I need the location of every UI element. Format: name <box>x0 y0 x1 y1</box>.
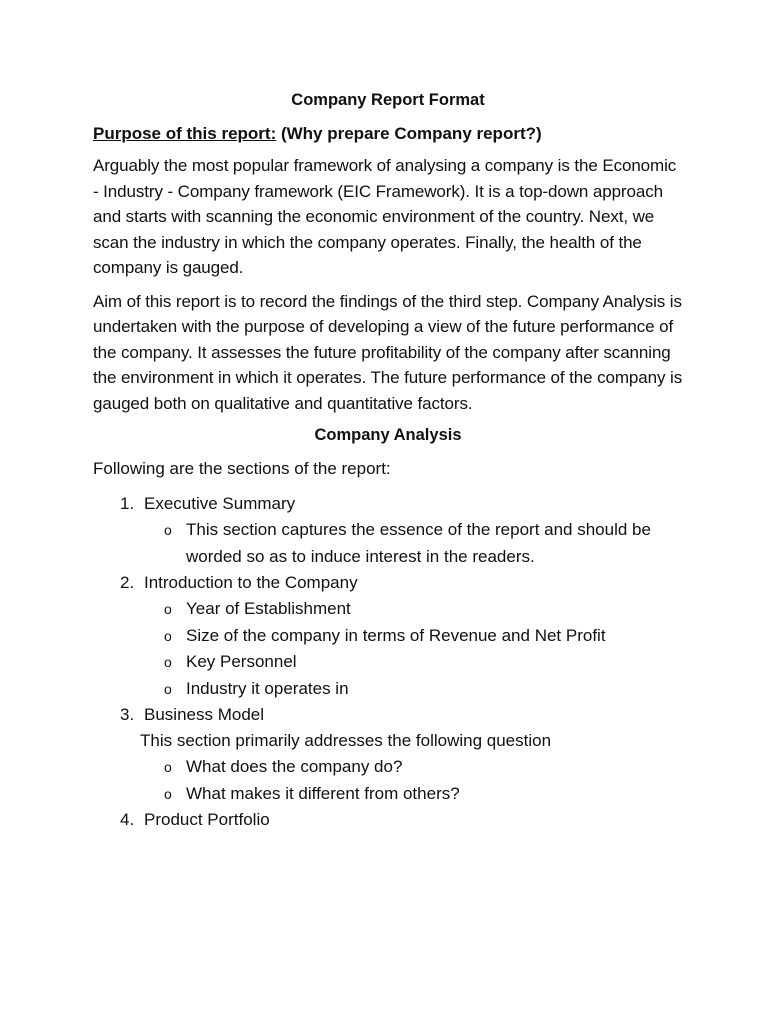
section-title: Product Portfolio <box>144 810 270 829</box>
section-number: 3. <box>120 705 135 724</box>
section-number: 1. <box>120 494 135 513</box>
paragraph-report-aim: Aim of this report is to record the findings of the third step. Company Analysis is undertaken with the purpose of developing a view of the future performance of the company. It assesses the future profitability of the company after scanning the environment in which it operates. The future performance of the company is gauged both on qualitative and quantitative factors. <box>93 291 683 413</box>
purpose-heading-label: Purpose of this report: <box>93 124 277 143</box>
paragraph-eic-framework: Arguably the most popular framework of analysing a company is the Economic - Industry - Company framework (EIC Framework). It is a top-down approach and starts with scanning the economic environment of the country. Next, we scan the industry in which the company operates. Finally, the health of the company is gauged. <box>93 156 677 277</box>
document-title: Company Report Format <box>291 91 485 109</box>
purpose-heading-question: (Why prepare Company report?) <box>276 124 542 143</box>
bullet-text: What does the company do? <box>186 757 403 776</box>
hollow-bullet-icon: o <box>164 522 172 538</box>
sections-intro: Following are the sections of the report: <box>93 459 391 478</box>
bullet-item <box>144 781 683 808</box>
bullet-text: Key Personnel <box>186 652 297 671</box>
section-bullets <box>144 754 683 807</box>
document-page <box>93 89 683 833</box>
sections-list <box>93 491 683 833</box>
bullet-item <box>144 517 683 570</box>
bullet-item <box>144 596 683 623</box>
section-note: This section primarily addresses the following question <box>140 731 552 750</box>
section-item-introduction <box>93 570 683 702</box>
section-title: Business Model <box>144 705 265 724</box>
hollow-bullet-icon: o <box>164 627 172 644</box>
bullet-item <box>144 649 683 676</box>
section-bullets <box>144 596 683 702</box>
section-number: 4. <box>120 810 135 829</box>
bullet-item <box>144 676 683 703</box>
section-title: Executive Summary <box>144 494 296 513</box>
section-item-business-model <box>93 702 683 807</box>
section-bullets <box>144 517 683 570</box>
section-item-product-portfolio <box>93 807 683 833</box>
section-number: 2. <box>120 573 135 592</box>
hollow-bullet-icon: o <box>164 785 172 802</box>
bullet-text: Size of the company in terms of Revenue and Net Profit <box>186 625 606 645</box>
bullet-item <box>144 754 683 781</box>
hollow-bullet-icon: o <box>164 601 172 617</box>
purpose-heading <box>93 123 683 145</box>
bullet-text: What makes it different from others? <box>186 783 460 803</box>
section-heading-company-analysis: Company Analysis <box>314 426 462 444</box>
section-title: Introduction to the Company <box>144 573 358 592</box>
hollow-bullet-icon: o <box>164 680 172 697</box>
hollow-bullet-icon: o <box>164 654 172 670</box>
bullet-item <box>144 623 683 650</box>
section-item-executive-summary <box>93 491 683 570</box>
bullet-text: This section captures the essence of the report and should be worded so as to induce interest in the readers. <box>186 520 651 566</box>
bullet-text: Industry it operates in <box>186 678 349 698</box>
hollow-bullet-icon: o <box>164 759 172 775</box>
bullet-text: Year of Establishment <box>186 599 351 618</box>
